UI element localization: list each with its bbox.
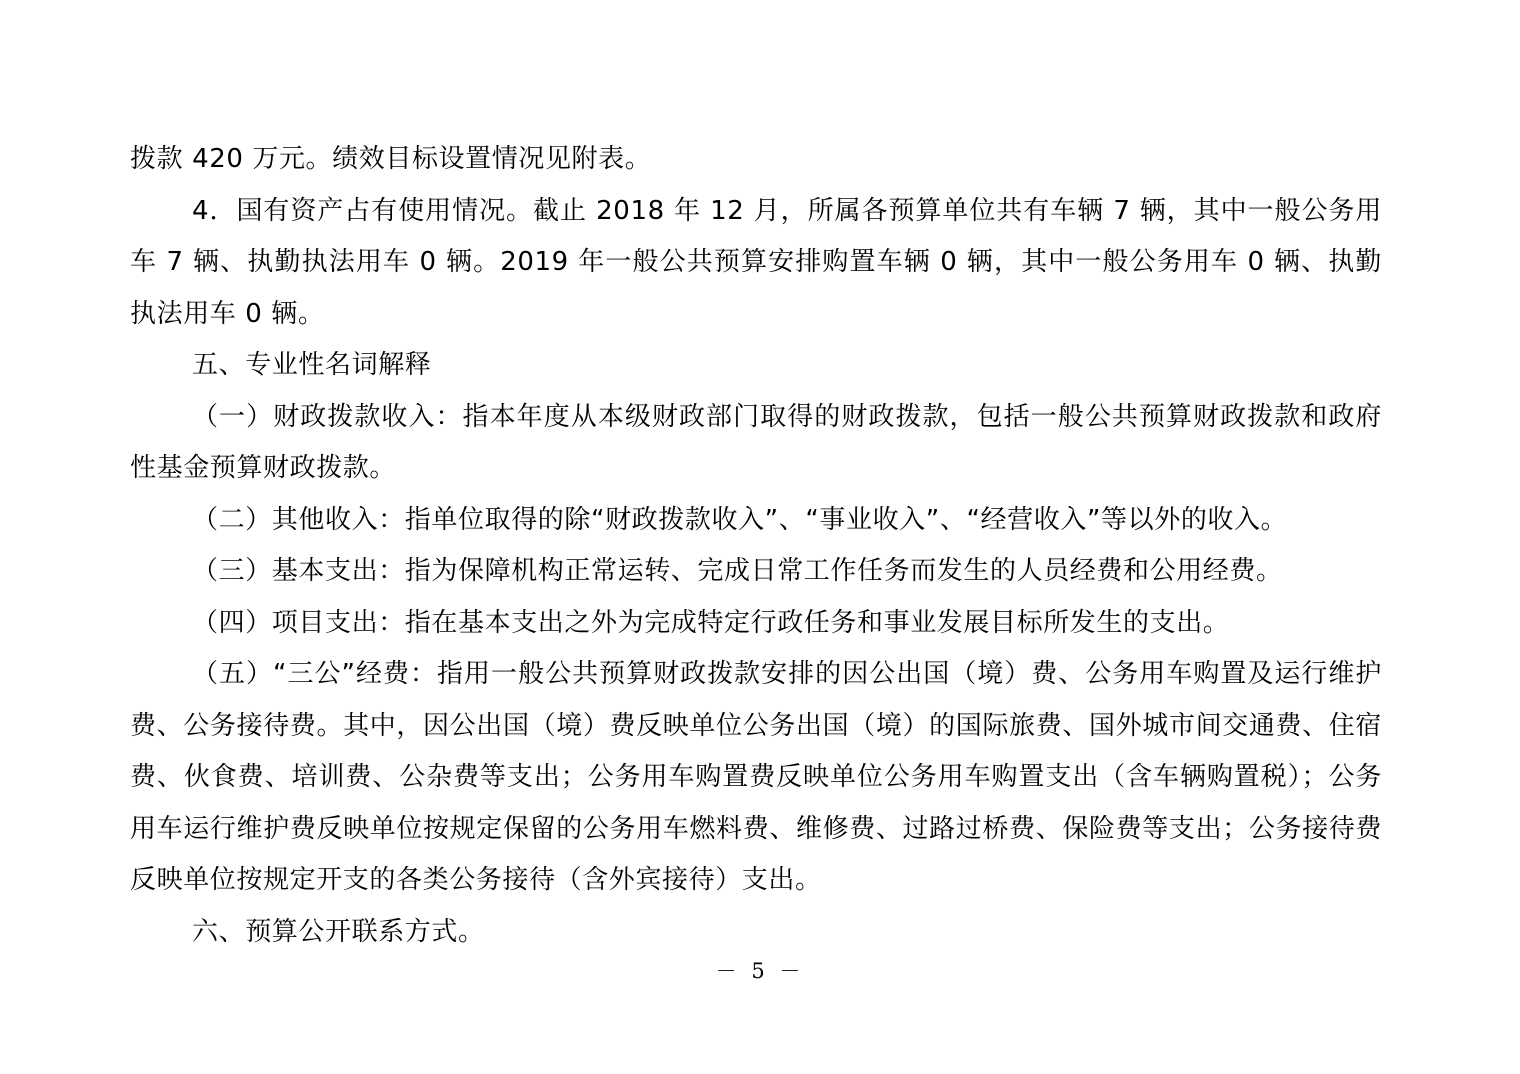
paragraph-budget-allocation: 拨款 420 万元。绩效目标设置情况见附表。 bbox=[130, 144, 652, 174]
page-number: － 5 － bbox=[715, 959, 805, 983]
section-heading-contact: 六、预算公开联系方式。 bbox=[192, 916, 485, 947]
term-project-expenditure: （四）项目支出：指在基本支出之外为完成特定行政任务和事业发展目标所发生的支出。 bbox=[192, 607, 1230, 638]
term-three-public-expenses: （五）“三公”经费：指用一般公共预算财政拨款安排的因公出国（境）费、公务用车购置及运行维护费、公务接待费。其中，因公出国（境）费反映单位公务出国（境）的国际旅费、国外城市间交通费、住宿费、伙食费、培训费、公杂费等支出；公务用车购置费反映单位公务用车购置支出（含车辆购置税）；公务用车运行维护费反映单位按规定保留的公务用车燃料费、维修费、过路过桥费、保险费等支出；公务接待费反映单位按规定开支的各类公务接待（含外宾接待）支出。 bbox=[130, 659, 1382, 895]
paragraph-state-assets: 4．国有资产占有使用情况。截止 2018 年 12 月，所属各预算单位共有车辆 7 辆，其中一般公务用车 7 辆、执勤执法用车 0 辆。2019 年一般公共预算安排购置车辆 0 辆，其中一般公务用车 0 辆、执勤执法用车 0 辆。 bbox=[130, 195, 1382, 329]
document-body bbox=[130, 134, 1382, 958]
term-fiscal-appropriation-income: （一）财政拨款收入：指本年度从本级财政部门取得的财政拨款，包括一般公共预算财政拨款和政府性基金预算财政拨款。 bbox=[130, 401, 1382, 483]
section-heading-terms: 五、专业性名词解释 bbox=[192, 350, 432, 380]
term-other-income: （二）其他收入：指单位取得的除“财政拨款收入”、“事业收入”、“经营收入”等以外的收入。 bbox=[192, 504, 1288, 535]
term-basic-expenditure: （三）基本支出：指为保障机构正常运转、完成日常工作任务而发生的人员经费和公用经费。 bbox=[192, 556, 1283, 586]
